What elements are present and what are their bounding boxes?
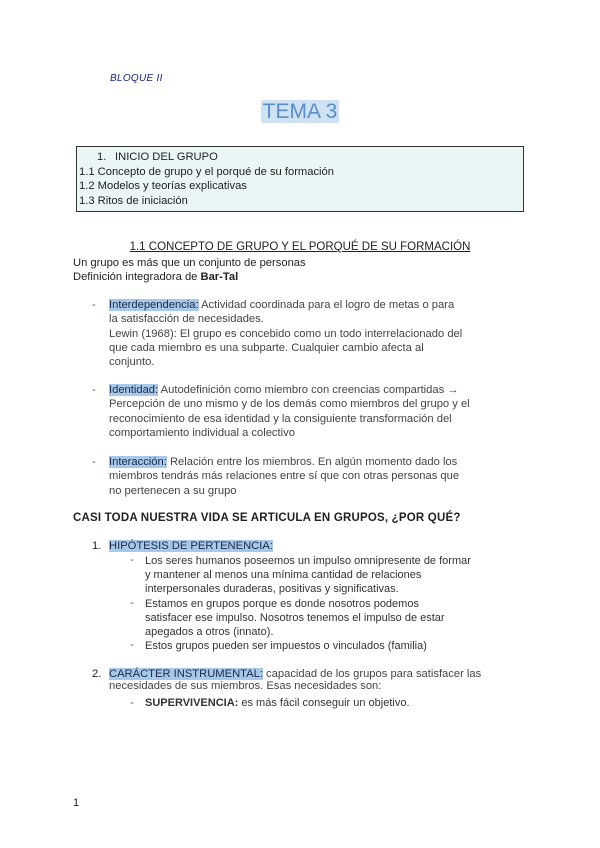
bullet-text: Relación entre los miembros. En algún momento dado los [166,456,458,468]
sub-text: interpersonales duraderas, positivas y significativas. [145,583,399,596]
sub-bullet-marker: - [130,554,134,566]
bullet-text: que cada miembro es una subparte. Cualquier cambio afecta al [109,341,424,354]
bullet-term: Identidad: [109,384,159,396]
toc-item: 1.3 Ritos de iniciación [79,194,188,207]
bullet-marker: - [92,384,96,396]
tema-title: TEMA 3 [262,100,338,123]
page-number: 1 [73,797,80,809]
toc-heading [79,150,521,165]
bullet-marker: - [92,456,96,468]
sub-item [145,554,535,597]
bullet-item [109,298,529,369]
bullet-term: Interacción: [109,456,167,468]
bullet-text: comportamiento individual a colectivo [109,426,295,439]
heading-term: CARÁCTER INSTRUMENTAL: [109,668,263,680]
bullet-text: la satisfacción de necesidades. [109,313,264,326]
sub-text: satisfacer ese impulso. Nosotros tenemos el impulso de estar [145,612,445,625]
heading-num: 2. [92,668,102,680]
sub-item [145,696,410,710]
intro-line: Un grupo es más que un conjunto de personas [73,257,306,269]
bullet-item [109,455,534,498]
page-title [0,100,600,124]
bullet-text: Autodefinición como miembro con creencias compartidas → [158,384,459,396]
bullet-text: no pertenecen a su grupo [109,484,237,497]
bullet-text: miembros tendrás más relaciones entre sí que con otras personas que [109,470,460,483]
sub-text: Los seres humanos poseemos un impulso omnipresente de formar [145,555,471,567]
sub-text: y mantener al menos una mínima cantidad de relaciones [145,569,422,582]
toc-item: 1.1 Concepto de grupo y el porqué de su formación [79,165,334,178]
numbered-heading [92,668,532,692]
table-of-contents [76,146,524,212]
sub-bullet-marker: - [130,639,134,651]
intro-line [73,270,238,284]
heading-term: HIPÓTESIS DE PERTENENCIA: [109,540,273,552]
bullet-item [109,383,534,440]
toc-heading-text: INICIO DEL GRUPO [115,151,218,163]
author-name: Bar-Tal [200,271,239,283]
heading-num: 1. [92,540,102,552]
bullet-text: reconocimiento de esa identidad y la consiguiente transformación del [109,412,452,425]
bullet-text: conjunto. [109,356,155,369]
sub-bullet-marker: - [130,597,134,609]
heading-rest: capacidad de los grupos para satisfacer las [262,668,482,680]
numbered-heading [92,540,273,552]
bullet-text: Lewin (1968): El grupo es concebido como un todo interrelacionado del [109,327,463,340]
toc-item: 1.2 Modelos y teorías explicativas [79,180,247,192]
sub-text: apegados a otros (innato). [145,626,274,639]
toc-heading-num: 1. [97,151,107,163]
bullet-text: Actividad coordinada para el logro de metas o para [198,299,455,311]
section-title: 1.1 CONCEPTO DE GRUPO Y EL PORQUÉ DE SU FORMACIÓN [129,241,471,253]
sub-bullet-marker: - [130,697,134,709]
bullet-text: Percepción de uno mismo y de los demás como miembros del grupo y el [109,398,470,411]
sub-text: Estos grupos pueden ser impuestos o vinculados (familia) [145,640,427,652]
sub-item [145,597,535,640]
sub-text: Estamos en grupos porque es donde nosotros podemos [145,598,419,610]
bullet-marker: - [92,299,96,311]
question-heading: CASI TODA NUESTRA VIDA SE ARTICULA EN GRUPOS, ¿POR QUÉ? [73,512,461,524]
bloque-label: BLOQUE II [110,73,163,84]
sub-term: SUPERVIVENCIA: [145,697,239,709]
sub-item [145,639,535,653]
intro-prefix: Definición integradora de [73,271,201,283]
bullet-term: Interdependencia: [109,299,199,311]
heading-line2: necesidades de sus miembros. Esas necesidades son: [109,680,382,692]
sub-text: es más fácil conseguir un objetivo. [238,697,410,709]
